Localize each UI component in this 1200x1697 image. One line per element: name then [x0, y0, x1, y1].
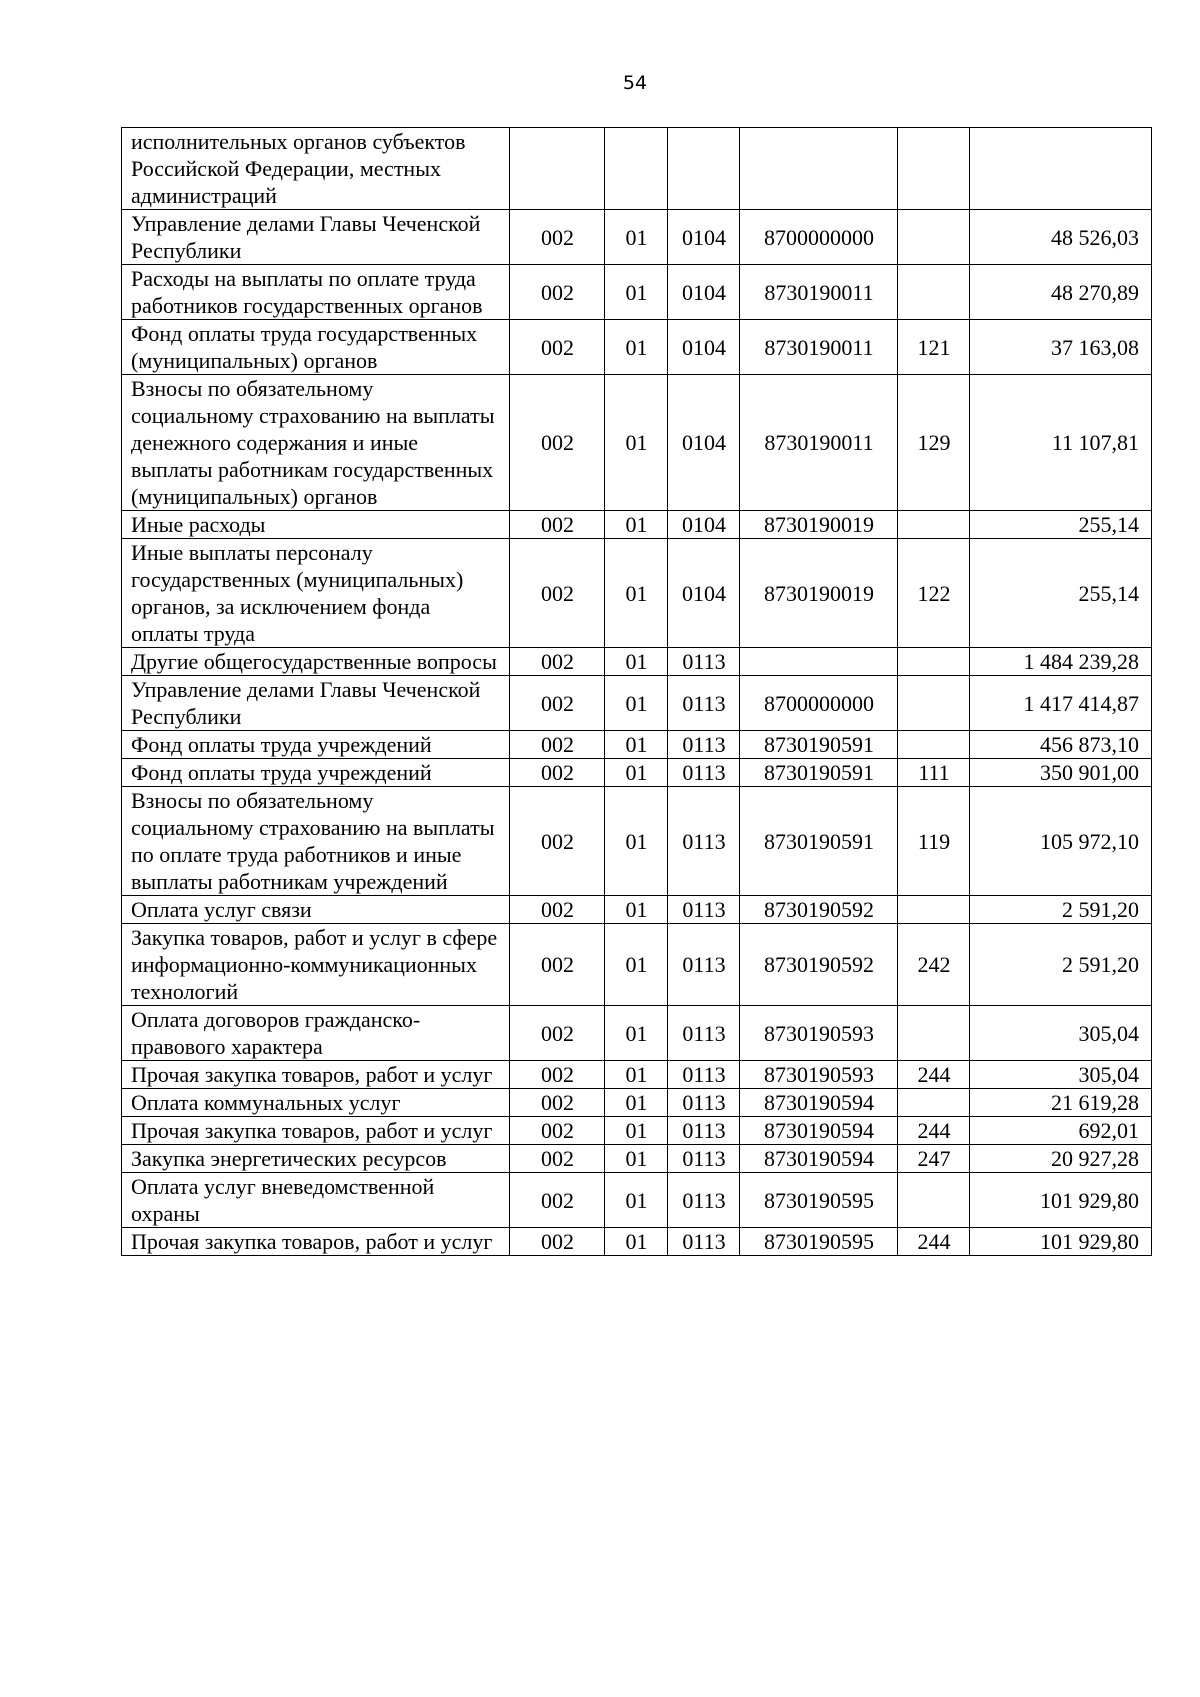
row-vr: 242 — [898, 924, 970, 1006]
row-name: Прочая закупка товаров, работ и услуг — [122, 1228, 510, 1256]
row-rz: 01 — [605, 676, 668, 731]
row-pr: 0113 — [668, 759, 740, 787]
row-name: Оплата услуг вневедомственной охраны — [122, 1173, 510, 1228]
row-vr — [898, 265, 970, 320]
row-ved: 002 — [510, 539, 605, 648]
row-vr: 244 — [898, 1228, 970, 1256]
row-rz: 01 — [605, 759, 668, 787]
row-csr — [740, 128, 898, 210]
row-sum: 305,04 — [970, 1061, 1152, 1089]
row-ved: 002 — [510, 896, 605, 924]
row-vr: 122 — [898, 539, 970, 648]
table-row — [122, 896, 1152, 924]
table-row — [122, 210, 1152, 265]
row-csr: 8730190595 — [740, 1228, 898, 1256]
row-rz: 01 — [605, 375, 668, 511]
budget-table-body — [122, 128, 1152, 1256]
row-pr: 0113 — [668, 1061, 740, 1089]
row-pr — [668, 128, 740, 210]
row-sum: 692,01 — [970, 1117, 1152, 1145]
row-rz: 01 — [605, 787, 668, 896]
row-name: Расходы на выплаты по оплате труда работников государственных органов — [122, 265, 510, 320]
row-rz: 01 — [605, 1089, 668, 1117]
table-row — [122, 731, 1152, 759]
row-ved: 002 — [510, 648, 605, 676]
row-pr: 0113 — [668, 1173, 740, 1228]
row-csr: 8730190594 — [740, 1089, 898, 1117]
table-row — [122, 320, 1152, 375]
row-pr: 0113 — [668, 896, 740, 924]
row-ved: 002 — [510, 1173, 605, 1228]
row-csr: 8730190011 — [740, 265, 898, 320]
row-csr: 8700000000 — [740, 210, 898, 265]
row-ved: 002 — [510, 265, 605, 320]
row-ved: 002 — [510, 1145, 605, 1173]
table-row — [122, 375, 1152, 511]
row-rz: 01 — [605, 210, 668, 265]
row-rz: 01 — [605, 731, 668, 759]
row-csr: 8730190592 — [740, 896, 898, 924]
table-row — [122, 511, 1152, 539]
row-rz: 01 — [605, 265, 668, 320]
row-pr: 0104 — [668, 210, 740, 265]
row-name: Закупка энергетических ресурсов — [122, 1145, 510, 1173]
row-pr: 0113 — [668, 731, 740, 759]
row-rz: 01 — [605, 320, 668, 375]
budget-table — [121, 127, 1152, 1256]
row-vr — [898, 1089, 970, 1117]
row-pr: 0113 — [668, 1228, 740, 1256]
row-ved: 002 — [510, 1117, 605, 1145]
row-ved: 002 — [510, 210, 605, 265]
row-pr: 0113 — [668, 787, 740, 896]
row-name: Закупка товаров, работ и услуг в сфере информационно-коммуникационных технологий — [122, 924, 510, 1006]
row-ved: 002 — [510, 1061, 605, 1089]
row-pr: 0113 — [668, 676, 740, 731]
row-ved: 002 — [510, 787, 605, 896]
row-csr: 8730190591 — [740, 759, 898, 787]
row-vr: 244 — [898, 1061, 970, 1089]
row-sum: 305,04 — [970, 1006, 1152, 1061]
row-sum: 48 270,89 — [970, 265, 1152, 320]
row-name: Управление делами Главы Чеченской Республики — [122, 210, 510, 265]
row-name: Фонд оплаты труда государственных (муниципальных) органов — [122, 320, 510, 375]
table-row — [122, 1145, 1152, 1173]
row-vr: 111 — [898, 759, 970, 787]
row-vr — [898, 210, 970, 265]
row-ved: 002 — [510, 676, 605, 731]
table-row — [122, 676, 1152, 731]
row-pr: 0104 — [668, 511, 740, 539]
row-name: Другие общегосударственные вопросы — [122, 648, 510, 676]
table-row — [122, 1117, 1152, 1145]
row-sum: 1 417 414,87 — [970, 676, 1152, 731]
row-sum: 255,14 — [970, 539, 1152, 648]
table-row — [122, 1228, 1152, 1256]
row-pr: 0104 — [668, 375, 740, 511]
row-rz: 01 — [605, 648, 668, 676]
row-pr: 0104 — [668, 265, 740, 320]
row-vr — [898, 896, 970, 924]
row-pr: 0113 — [668, 1117, 740, 1145]
row-vr: 247 — [898, 1145, 970, 1173]
table-row — [122, 539, 1152, 648]
row-vr — [898, 511, 970, 539]
row-pr: 0113 — [668, 1145, 740, 1173]
row-name: Оплата услуг связи — [122, 896, 510, 924]
row-sum: 1 484 239,28 — [970, 648, 1152, 676]
row-csr — [740, 648, 898, 676]
row-name: Иные выплаты персоналу государственных (муниципальных) органов, за исключением фонда оплаты труда — [122, 539, 510, 648]
row-rz: 01 — [605, 1145, 668, 1173]
row-name: Управление делами Главы Чеченской Республики — [122, 676, 510, 731]
row-csr: 8730190591 — [740, 787, 898, 896]
table-row — [122, 265, 1152, 320]
row-sum: 101 929,80 — [970, 1173, 1152, 1228]
row-sum: 2 591,20 — [970, 924, 1152, 1006]
row-rz: 01 — [605, 1228, 668, 1256]
page-number: 54 — [622, 72, 648, 94]
row-rz: 01 — [605, 896, 668, 924]
row-ved: 002 — [510, 759, 605, 787]
row-vr — [898, 1173, 970, 1228]
row-csr: 8730190594 — [740, 1145, 898, 1173]
row-vr: 244 — [898, 1117, 970, 1145]
row-name: Прочая закупка товаров, работ и услуг — [122, 1117, 510, 1145]
row-pr: 0104 — [668, 539, 740, 648]
row-sum: 255,14 — [970, 511, 1152, 539]
row-vr: 119 — [898, 787, 970, 896]
row-csr: 8730190591 — [740, 731, 898, 759]
row-name: Фонд оплаты труда учреждений — [122, 759, 510, 787]
row-rz: 01 — [605, 1006, 668, 1061]
table-row — [122, 1061, 1152, 1089]
row-rz: 01 — [605, 539, 668, 648]
row-csr: 8730190019 — [740, 511, 898, 539]
row-ved: 002 — [510, 924, 605, 1006]
row-rz: 01 — [605, 1061, 668, 1089]
row-name: Прочая закупка товаров, работ и услуг — [122, 1061, 510, 1089]
row-sum: 20 927,28 — [970, 1145, 1152, 1173]
row-name: Фонд оплаты труда учреждений — [122, 731, 510, 759]
row-sum: 350 901,00 — [970, 759, 1152, 787]
row-csr: 8730190011 — [740, 375, 898, 511]
row-vr — [898, 128, 970, 210]
row-csr: 8730190594 — [740, 1117, 898, 1145]
table-row — [122, 128, 1152, 210]
row-vr: 121 — [898, 320, 970, 375]
row-ved: 002 — [510, 1089, 605, 1117]
row-sum — [970, 128, 1152, 210]
row-sum: 11 107,81 — [970, 375, 1152, 511]
row-name: Оплата договоров гражданско-правового характера — [122, 1006, 510, 1061]
row-csr: 8730190592 — [740, 924, 898, 1006]
row-pr: 0113 — [668, 924, 740, 1006]
row-csr: 8730190019 — [740, 539, 898, 648]
row-vr — [898, 648, 970, 676]
row-csr: 8730190593 — [740, 1006, 898, 1061]
row-sum: 105 972,10 — [970, 787, 1152, 896]
row-rz: 01 — [605, 1117, 668, 1145]
table-row — [122, 759, 1152, 787]
row-rz: 01 — [605, 511, 668, 539]
row-sum: 2 591,20 — [970, 896, 1152, 924]
row-sum: 101 929,80 — [970, 1228, 1152, 1256]
row-name: Взносы по обязательному социальному страхованию на выплаты денежного содержания и иные выплаты работникам государственных (муниципальных) органов — [122, 375, 510, 511]
table-row — [122, 1173, 1152, 1228]
row-ved: 002 — [510, 320, 605, 375]
row-ved: 002 — [510, 731, 605, 759]
row-csr: 8730190593 — [740, 1061, 898, 1089]
row-rz — [605, 128, 668, 210]
row-name: Оплата коммунальных услуг — [122, 1089, 510, 1117]
row-vr — [898, 1006, 970, 1061]
row-ved — [510, 128, 605, 210]
row-vr: 129 — [898, 375, 970, 511]
row-ved: 002 — [510, 1006, 605, 1061]
table-row — [122, 924, 1152, 1006]
row-rz: 01 — [605, 1173, 668, 1228]
row-pr: 0113 — [668, 1089, 740, 1117]
row-csr: 8730190595 — [740, 1173, 898, 1228]
row-pr: 0113 — [668, 648, 740, 676]
row-csr: 8700000000 — [740, 676, 898, 731]
row-rz: 01 — [605, 924, 668, 1006]
row-ved: 002 — [510, 1228, 605, 1256]
row-ved: 002 — [510, 511, 605, 539]
row-sum: 456 873,10 — [970, 731, 1152, 759]
row-name: Иные расходы — [122, 511, 510, 539]
row-csr: 8730190011 — [740, 320, 898, 375]
row-name: исполнительных органов субъектов Российской Федерации, местных администраций — [122, 128, 510, 210]
row-pr: 0104 — [668, 320, 740, 375]
row-sum: 48 526,03 — [970, 210, 1152, 265]
row-pr: 0113 — [668, 1006, 740, 1061]
row-sum: 37 163,08 — [970, 320, 1152, 375]
row-vr — [898, 676, 970, 731]
table-row — [122, 1089, 1152, 1117]
row-ved: 002 — [510, 375, 605, 511]
table-row — [122, 787, 1152, 896]
row-sum: 21 619,28 — [970, 1089, 1152, 1117]
table-row — [122, 1006, 1152, 1061]
table-row — [122, 648, 1152, 676]
row-name: Взносы по обязательному социальному страхованию на выплаты по оплате труда работников и иные выплаты работникам учреждений — [122, 787, 510, 896]
row-vr — [898, 731, 970, 759]
